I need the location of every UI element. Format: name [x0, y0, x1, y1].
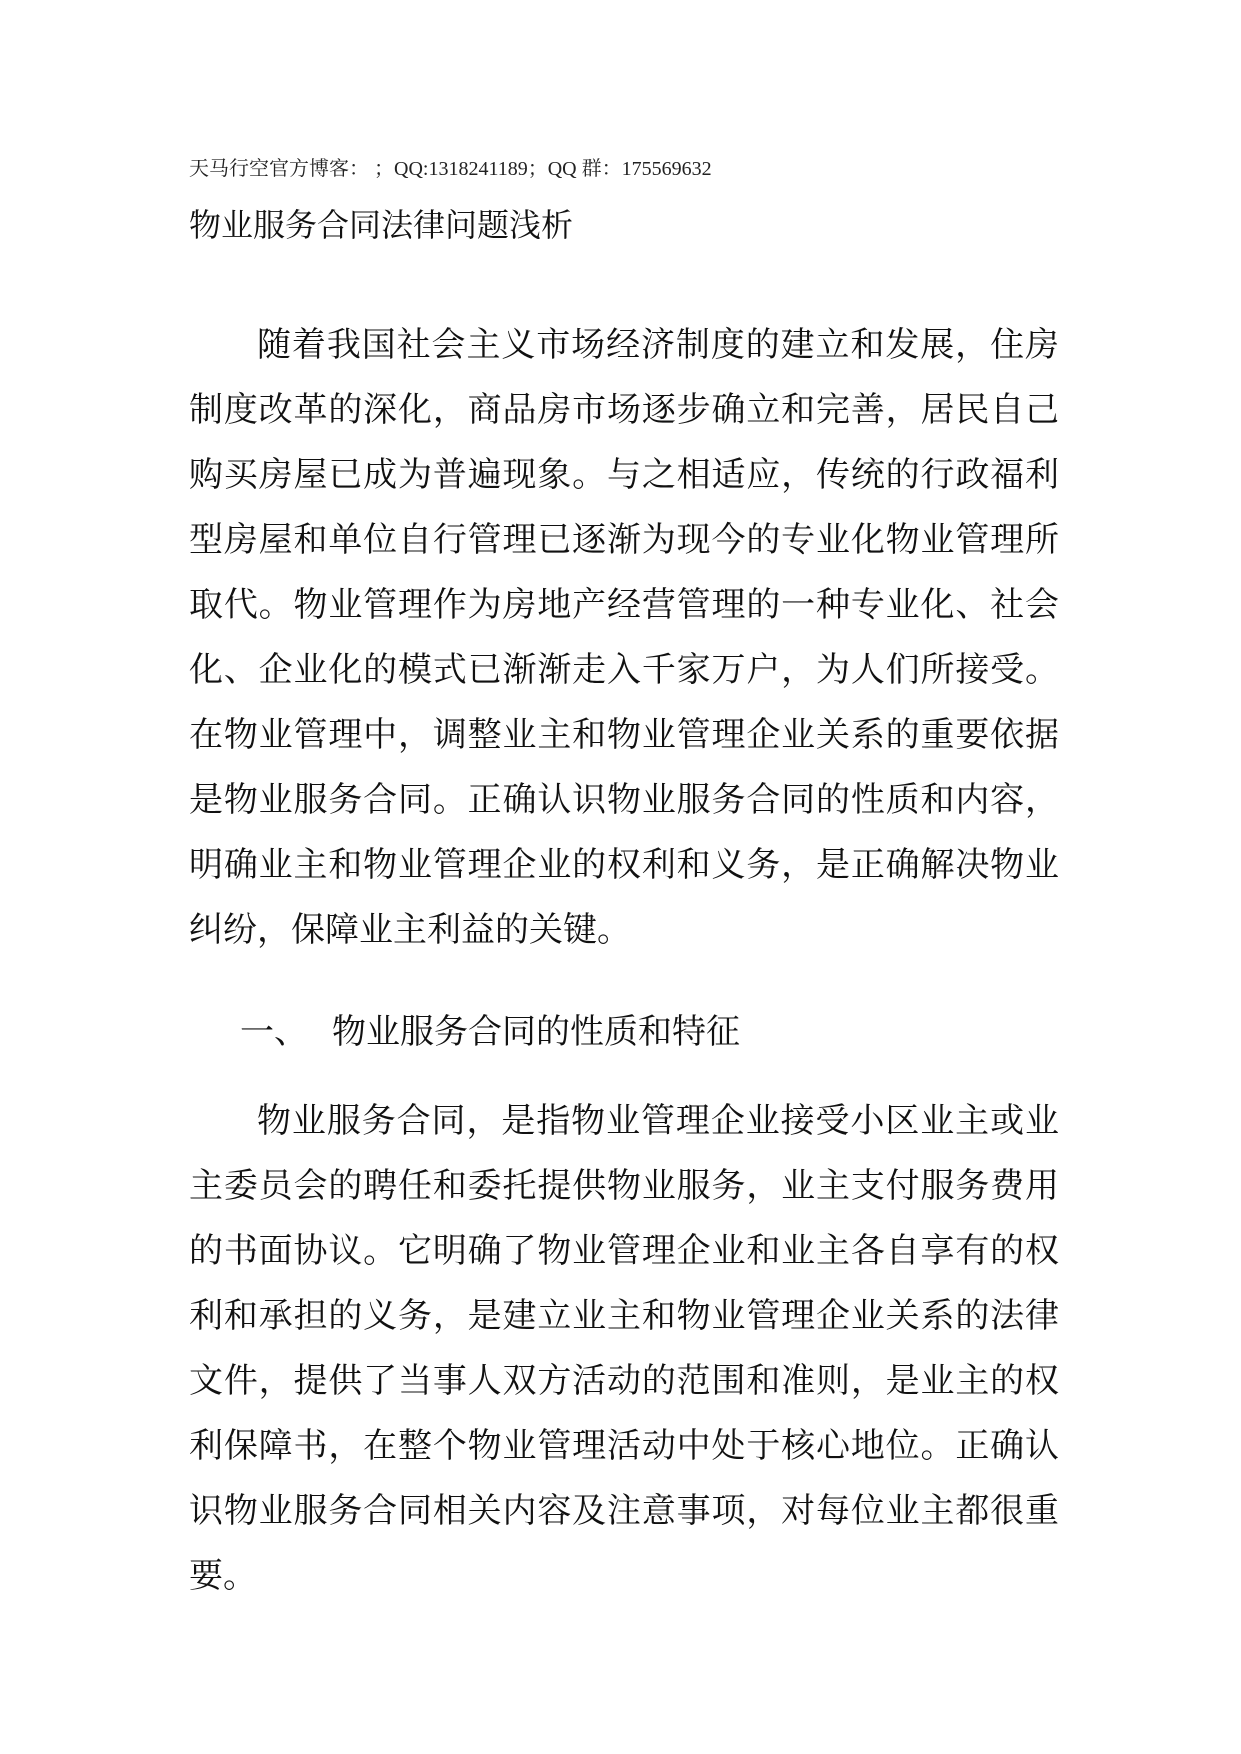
- section-number: 一、: [240, 1012, 308, 1052]
- section-title: 物业服务合同的性质和特征: [332, 1012, 740, 1052]
- blog-contact-header: 天马行空官方博客： ；QQ:1318241189；QQ 群：175569632: [189, 158, 712, 180]
- definition-paragraph: 物业服务合同，是指物业管理企业接受小区业主或业主委员会的聘任和委托提供物业服务，业主支付服务费用的书面协议。它明确了物业管理企业和业主各自享有的权利和承担的义务，是建立业主和物业管理企业关系的法律文件，提供了当事人双方活动的范围和准则，是业主的权利保障书，在整个物业管理活动中处于核心地位。正确认识物业服务合同相关内容及注意事项，对每位业主都很重要。: [189, 1101, 1059, 1596]
- intro-paragraph: 随着我国社会主义市场经济制度的建立和发展，住房制度改革的深化，商品房市场逐步确立和完善，居民自己购买房屋已成为普遍现象。与之相适应，传统的行政福利型房屋和单位自行管理已逐渐为现今的专业化物业管理所取代。物业管理作为房地产经营管理的一种专业化、社会化、企业化的模式已渐渐走入千家万户，为人们所接受。在物业管理中，调整业主和物业管理企业关系的重要依据是物业服务合同。正确认识物业服务合同的性质和内容，明确业主和物业管理企业的权利和义务，是正确解决物业纠纷，保障业主利益的关键。: [189, 325, 1059, 950]
- document-title: 物业服务合同法律问题浅析: [189, 206, 574, 244]
- section-heading: [240, 1004, 740, 1053]
